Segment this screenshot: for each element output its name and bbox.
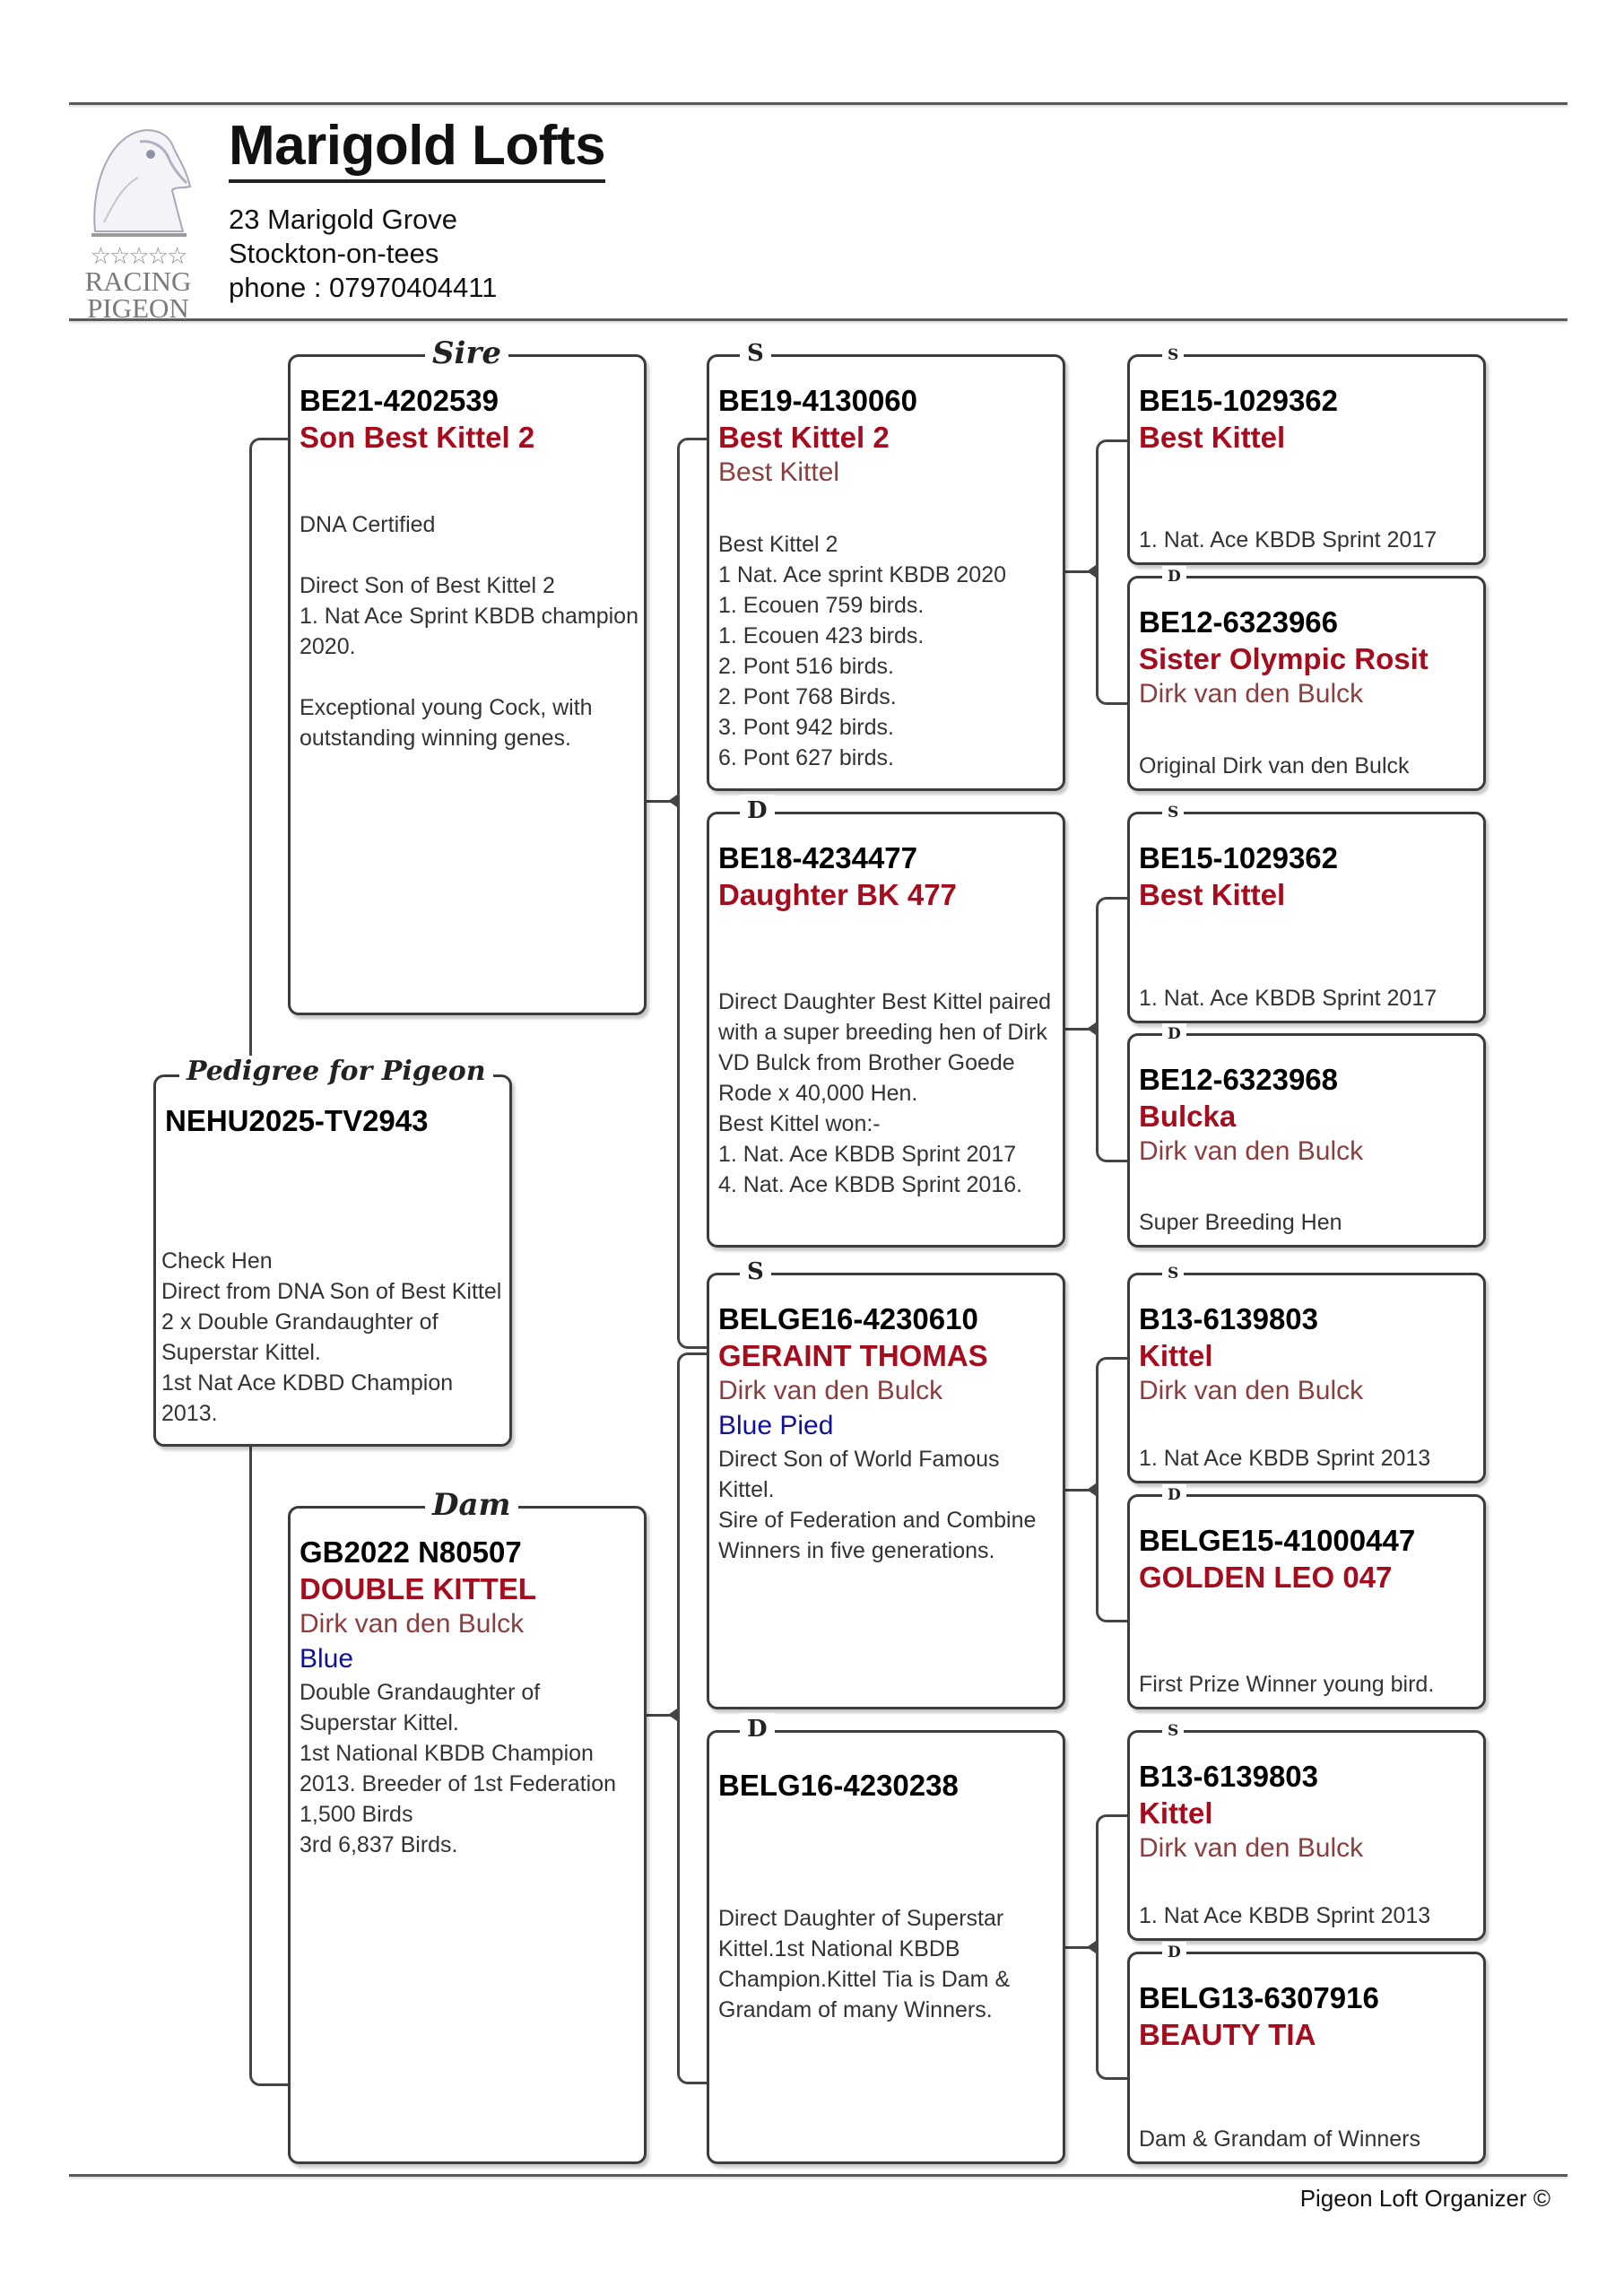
dam-dam-sire-breeder: Dirk van den Bulck (1139, 1833, 1364, 1863)
sire-dam-ring-number: BE18-4234477 (718, 841, 918, 874)
sire-sire-sire-notes: 1. Nat. Ace KBDB Sprint 2017 (1139, 527, 1437, 552)
dam-dam-sire-card[interactable] (1127, 1722, 1486, 1941)
dam-sire-sire-label: S (1162, 1263, 1184, 1284)
subject-ring-number: NEHU2025-TV2943 (165, 1104, 429, 1137)
address-line-2: Stockton-on-tees (229, 238, 439, 269)
racing-pigeon-logo (75, 118, 201, 324)
dam-dam-sire-label: S (1162, 1720, 1184, 1742)
dam-dam-dam-notes: Dam & Grandam of Winners (1139, 2126, 1420, 2152)
dam-sire-dam-ring-number: BELGE15-41000447 (1139, 1524, 1416, 1557)
sire-dam-sire-notes: 1. Nat. Ace KBDB Sprint 2017 (1139, 986, 1437, 1011)
dam-sire-color: Blue Pied (718, 1411, 834, 1440)
pigeon-head-icon (86, 124, 192, 239)
sire-dam-card[interactable] (707, 797, 1065, 1248)
logo-pigeon-text: PIGEON (87, 292, 189, 324)
dam-dam-dam-card[interactable] (1127, 1944, 1486, 2164)
sire-dam-sire-card[interactable] (1127, 804, 1486, 1023)
sire-dam-sire-name: Best Kittel (1139, 878, 1286, 911)
dam-card[interactable] (288, 1487, 647, 2164)
sire-sire-dam-card[interactable] (1127, 568, 1486, 791)
sire-dam-dam-name: Bulcka (1139, 1100, 1237, 1133)
connector-dam-dam-arrow (1087, 1941, 1096, 1953)
sire-sire-dam-label: D (1162, 566, 1186, 587)
dam-sire-dam-card[interactable] (1127, 1486, 1486, 1709)
connector-dam-sire-arrow (1087, 1483, 1096, 1496)
dam-sire-sire-ring-number: B13-6139803 (1139, 1302, 1318, 1335)
dam-label: Dam (425, 1489, 518, 1521)
sire-ring-number: BE21-4202539 (300, 384, 499, 417)
dam-sire-sire-notes: 1. Nat Ace KBDB Sprint 2013 (1139, 1446, 1431, 1471)
sire-dam-dam-breeder: Dirk van den Bulck (1139, 1136, 1364, 1166)
sire-sire-dam-name: Sister Olympic Rosit (1139, 642, 1429, 675)
header-rule (69, 318, 1568, 321)
sire-sire-label: S (740, 337, 771, 370)
dam-color: Blue (300, 1644, 354, 1674)
sire-sire-sire-card[interactable] (1127, 346, 1486, 565)
dam-sire-ring-number: BELGE16-4230610 (718, 1302, 978, 1335)
subject-pigeon-card[interactable] (153, 1056, 512, 1447)
logo-stars: ☆☆☆☆☆ (90, 242, 187, 269)
dam-dam-card[interactable] (707, 1716, 1065, 2164)
logo-racing-text: RACING (84, 265, 192, 297)
dam-dam-sire-ring-number: B13-6139803 (1139, 1760, 1318, 1793)
dam-sire-sire-card[interactable] (1127, 1265, 1486, 1483)
top-rule (69, 102, 1568, 105)
sire-dam-notes: Direct Daughter Best Kittel paired with a super breeding hen of Dirk VD Bulck from Brother Goede Rode x 40,000 Hen. Best Kittel won:- 1. Nat. Ace KBDB Sprint 2017 4. Nat. Ace KBDB Sprint 2016. (718, 989, 1052, 1197)
connector-dam (677, 1352, 709, 2084)
connector-sire-sire (1096, 439, 1130, 705)
dam-notes: Double Grandaughter of Superstar Kittel. 1st National KBDB Champion 2013. Breeder of 1st Federation 1,500 Birds 3rd 6,837 Birds. (300, 1680, 617, 1857)
sire-dam-sire-ring-number: BE15-1029362 (1139, 841, 1339, 874)
sire-sire-notes: Best Kittel 2 1 Nat. Ace sprint KBDB 2020 1. Ecouen 759 birds. 1. Ecouen 423 birds. 2. Pont 516 birds. 2. Pont 768 Birds. 3. Pont 942 birds. 6. Pont 627 birds. (718, 532, 1007, 770)
connector-sire-dam-arrow (1087, 1022, 1096, 1035)
footer-rule (69, 2174, 1568, 2177)
sire-sire-dam-ring-number: BE12-6323966 (1139, 605, 1339, 639)
sire-sire-ring-number: BE19-4130060 (718, 384, 918, 417)
connector-sire-sire-arrow (1087, 565, 1096, 578)
dam-sire-name: GERAINT THOMAS (718, 1339, 988, 1372)
footer-copyright: Pigeon Loft Organizer © (1299, 2185, 1550, 2212)
connector-dam-dam (1096, 1814, 1130, 2080)
connector-dam-arrow (668, 1709, 677, 1721)
dam-dam-label: D (740, 1713, 775, 1745)
sire-sire-sire-ring-number: BE15-1029362 (1139, 384, 1339, 417)
dam-dam-dam-name: BEAUTY TIA (1139, 2018, 1316, 2051)
dam-sire-sire-breeder: Dirk van den Bulck (1139, 1376, 1364, 1405)
sire-sire-dam-breeder: Dirk van den Bulck (1139, 679, 1364, 709)
dam-name: DOUBLE KITTEL (300, 1572, 536, 1605)
dam-sire-label: S (740, 1256, 771, 1288)
phone-number: phone : 07970404411 (229, 272, 498, 303)
dam-sire-dam-notes: First Prize Winner young bird. (1139, 1672, 1435, 1697)
sire-notes: DNA Certified Direct Son of Best Kittel 2 1. Nat Ace Sprint KBDB champion 2020. Exceptional young Cock, with outstanding winning genes. (300, 512, 638, 751)
dam-dam-dam-label: D (1162, 1942, 1186, 1963)
sire-dam-dam-ring-number: BE12-6323968 (1139, 1063, 1339, 1096)
dam-dam-ring-number: BELG16-4230238 (718, 1769, 959, 1802)
loft-name: Marigold Lofts (229, 115, 605, 183)
sire-dam-dam-label: D (1162, 1023, 1186, 1045)
dam-dam-notes: Direct Daughter of Superstar Kittel.1st National KBDB Champion.Kittel Tia is Dam & Grandam of many Winners. (718, 1906, 1011, 2022)
dam-sire-card[interactable] (707, 1258, 1065, 1709)
dam-sire-dam-label: D (1162, 1484, 1186, 1506)
sire-sire-sire-label: S (1162, 344, 1184, 366)
sire-sire-sire-name: Best Kittel (1139, 421, 1286, 454)
dam-breeder: Dirk van den Bulck (300, 1609, 525, 1639)
sire-sire-breeder: Best Kittel (718, 457, 840, 487)
dam-sire-dam-name: GOLDEN LEO 047 (1139, 1561, 1393, 1594)
dam-dam-sire-notes: 1. Nat Ace KBDB Sprint 2013 (1139, 1903, 1431, 1928)
dam-ring-number: GB2022 N80507 (300, 1535, 522, 1569)
address-line-1: 23 Marigold Grove (229, 204, 458, 235)
sire-card[interactable] (288, 335, 647, 1015)
sire-dam-dam-card[interactable] (1127, 1025, 1486, 1248)
dam-dam-dam-ring-number: BELG13-6307916 (1139, 1981, 1379, 2014)
sire-dam-name: Daughter BK 477 (718, 878, 957, 911)
connector-sire-arrow (668, 795, 677, 807)
subject-label: Pedigree for Pigeon (179, 1056, 493, 1088)
sire-dam-dam-notes: Super Breeding Hen (1139, 1210, 1342, 1235)
dam-sire-notes: Direct Son of World Famous Kittel. Sire of Federation and Combine Winners in five generations. (718, 1447, 1037, 1563)
sire-sire-name: Best Kittel 2 (718, 421, 890, 454)
dam-dam-sire-name: Kittel (1139, 1796, 1213, 1830)
sire-dam-label: D (740, 795, 775, 827)
sire-label: Sire (425, 337, 508, 370)
dam-sire-sire-name: Kittel (1139, 1339, 1213, 1372)
sire-sire-card[interactable] (707, 340, 1065, 791)
sire-sire-dam-notes: Original Dirk van den Bulck (1139, 753, 1410, 778)
connector-sire (677, 438, 709, 1349)
dam-sire-breeder: Dirk van den Bulck (718, 1376, 943, 1405)
connector-dam-sire (1096, 1357, 1130, 1622)
subject-notes: Check Hen Direct from DNA Son of Best Kittel 2 x Double Grandaughter of Superstar Kittel. 1st Nat Ace KDBD Champion 2013. (161, 1248, 502, 1426)
sire-dam-sire-label: S (1162, 802, 1184, 823)
sire-name: Son Best Kittel 2 (300, 421, 535, 454)
connector-sire-dam (1096, 897, 1130, 1162)
